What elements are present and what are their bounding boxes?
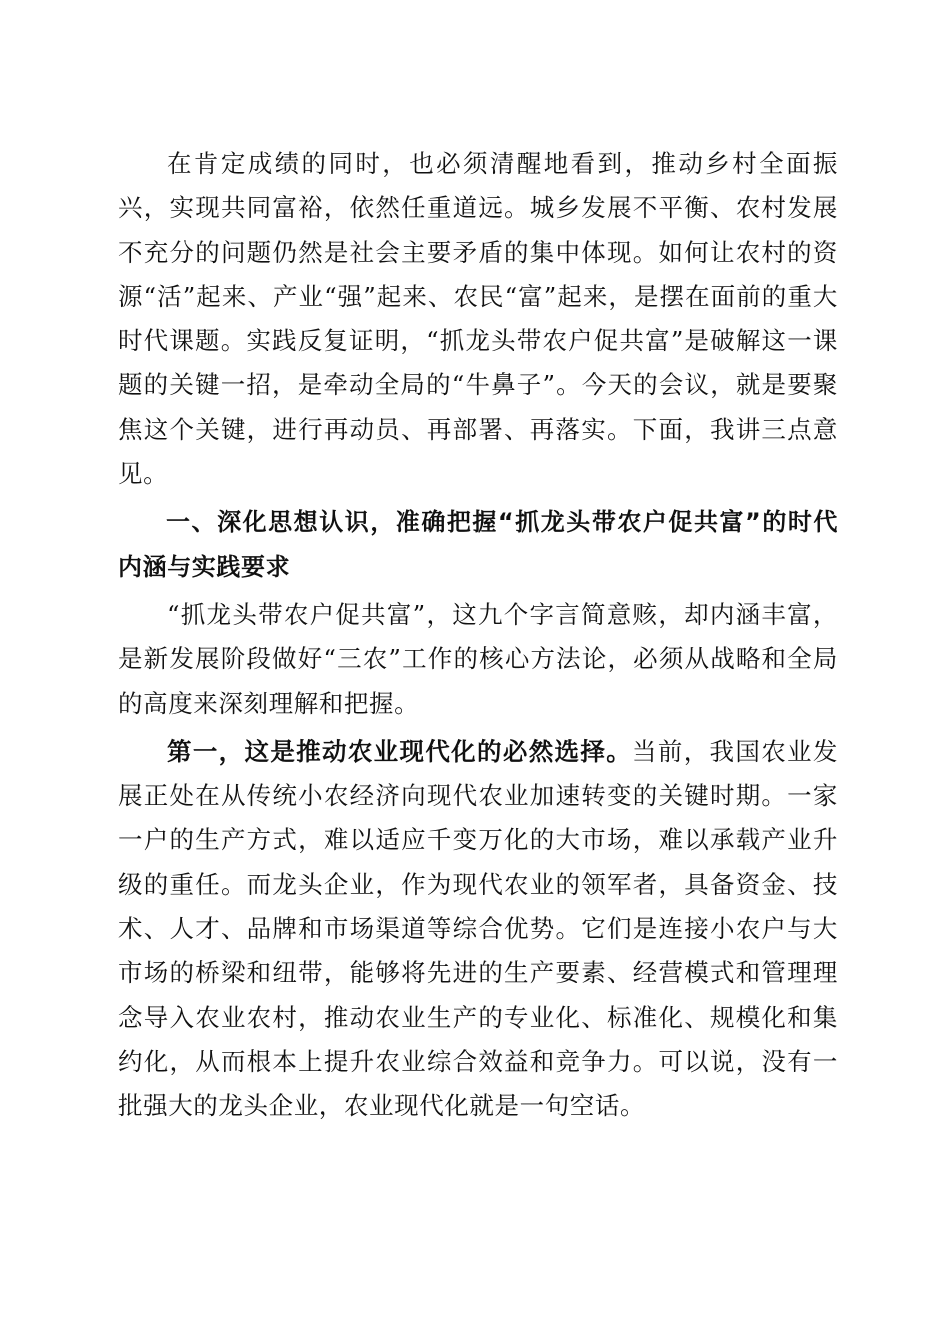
section-heading-1: 一、深化思想认识，准确把握“抓龙头带农户促共富”的时代内涵与实践要求 — [118, 508, 838, 581]
paragraph-intro: 在肯定成绩的同时，也必须清醒地看到，推动乡村全面振兴，实现共同富裕，依然任重道远。城乡发展不平衡、农村发展不充分的问题仍然是社会主要矛盾的集中体现。如何让农村的资源“活”起来、产业“强”起来、农民“富”起来，是摆在面前的重大时代课题。实践反复证明，“抓龙头带农户促共富”是破解这一课题的关键一招，是牵动全局的“牛鼻子”。今天的会议，就是要聚焦这个关键，进行再动员、再部署、再落实。下面，我讲三点意见。 — [118, 149, 838, 489]
document-body — [118, 142, 838, 1129]
paragraph-summary: “抓龙头带农户促共富”，这九个字言简意赅，却内涵丰富，是新发展阶段做好“三农”工作的核心方法论，必须从战略和全局的高度来深刻理解和把握。 — [118, 599, 838, 718]
point-1-lead: 第一，这是推动农业现代化的必然选择。 — [167, 736, 633, 766]
point-1-body: 当前，我国农业发展正处在从传统小农经济向现代农业加速转变的关键时期。一家一户的生产方式，难以适应千变万化的大市场，难以承载产业升级的重任。而龙头企业，作为现代农业的领军者，具备资金、技术、人才、品牌和市场渠道等综合优势。它们是连接小农户与大市场的桥梁和纽带，能够将先进的生产要素、经营模式和管理理念导入农业农村，推动农业生产的专业化、标准化、规模化和集约化，从而根本上提升农业综合效益和竞争力。可以说，没有一批强大的龙头企业，农业现代化就是一句空话。 — [118, 736, 838, 1121]
paragraph-point-1 — [118, 730, 838, 1129]
